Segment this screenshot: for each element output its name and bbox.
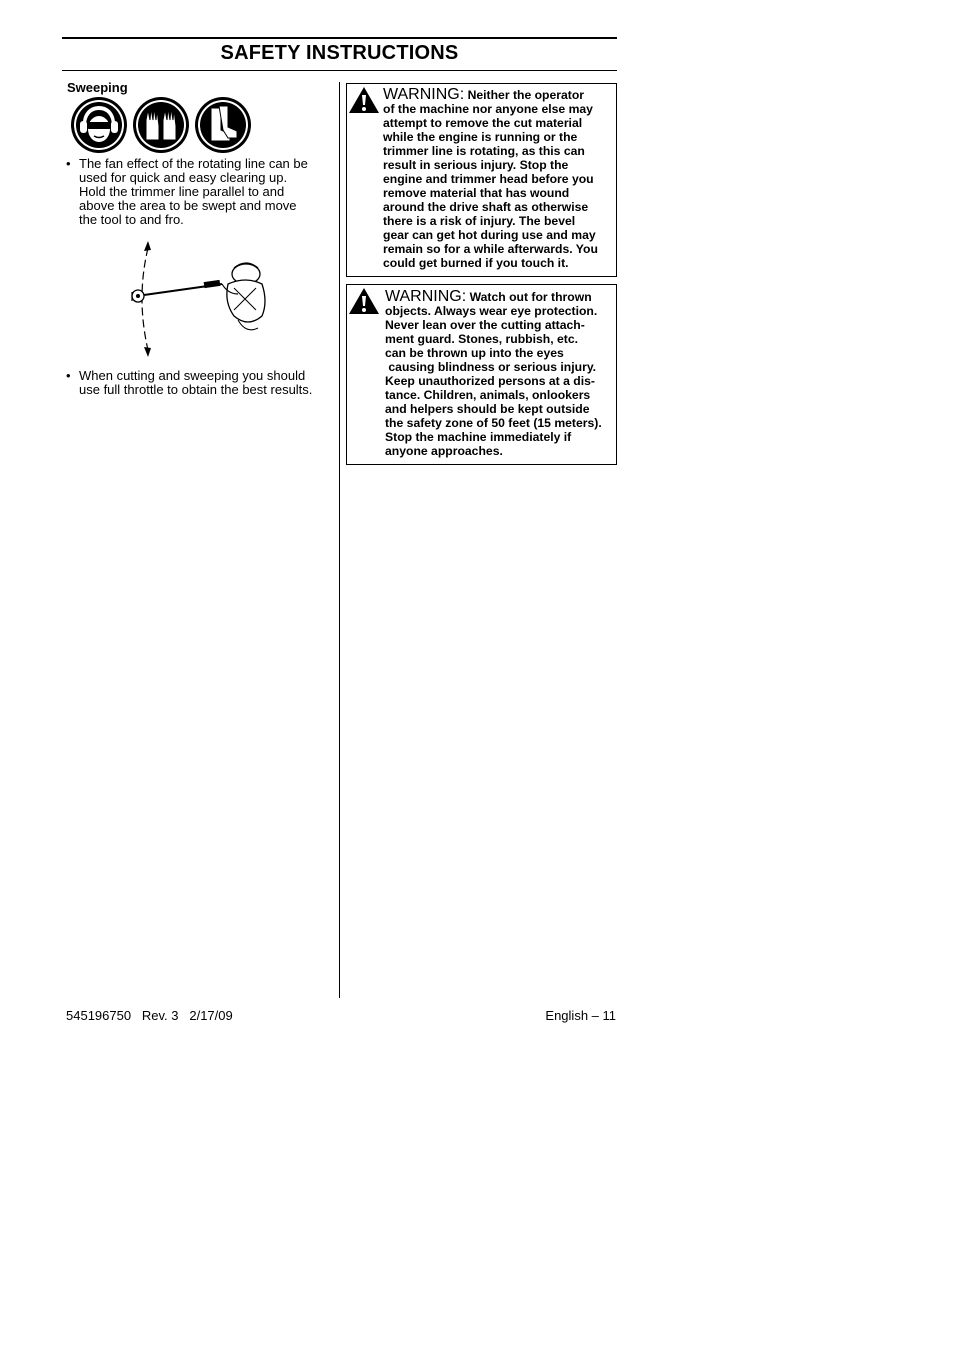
warning-box <box>346 284 617 465</box>
bullet-dot: • <box>66 368 71 383</box>
warning-triangle-icon <box>348 86 380 114</box>
title-rule <box>62 70 617 71</box>
warning-first-line: Neither the operator <box>464 88 585 102</box>
bullet-text: The fan effect of the rotating line can be used for quick and easy clearing up. Hold the trimmer line parallel to and above the area to be swept and move the tool to and fro. <box>79 156 308 227</box>
warning-body: objects. Always wear eye protection. Never lean over the cutting attach- ment guard. Stones, rubbish, etc. can be thrown up into the eyes causing blindness or serious injury. Keep unauthorized persons at a dis- tance. Children, animals, onlookers and helpers should be kept outside the safety zone of 50 feet (15 meters). Stop the machine immediately if anyone approaches. <box>385 304 602 458</box>
column-divider <box>339 82 340 998</box>
footer-part-number: 545196750 Rev. 3 2/17/09 <box>66 1008 233 1023</box>
ppe-icon-row <box>70 96 252 154</box>
bullet-dot: • <box>66 156 71 171</box>
warning-text <box>383 88 598 270</box>
gloves-icon <box>132 96 190 154</box>
warning-body: of the machine nor anyone else may attempt to remove the cut material while the engine is running or the trimmer line is rotating, as this can result in serious injury. Stop the engine and trimmer head before you remove material that has wound around the drive shaft as otherwise there is a risk of injury. The bevel gear can get hot during use and may remain so for a while afterwards. You could get burned if you touch it. <box>383 102 598 270</box>
face-and-ear-protection-icon <box>70 96 128 154</box>
bullet-item <box>66 369 328 397</box>
warning-text <box>385 290 602 458</box>
footer-page-number: English – 11 <box>545 1008 616 1023</box>
warning-first-line: Watch out for thrown <box>466 290 592 304</box>
warning-label: WARNING: <box>383 86 465 103</box>
bullet-text: When cutting and sweeping you should use full throttle to obtain the best results. <box>79 368 313 397</box>
section-heading: Sweeping <box>67 80 128 95</box>
bullet-item <box>66 157 328 227</box>
warning-triangle-icon <box>348 287 380 315</box>
page-title: SAFETY INSTRUCTIONS <box>220 42 459 64</box>
sweeping-illustration <box>118 238 278 360</box>
warning-box <box>346 83 617 277</box>
boots-icon <box>194 96 252 154</box>
warning-label: WARNING: <box>385 288 467 305</box>
top-rule <box>62 37 617 39</box>
